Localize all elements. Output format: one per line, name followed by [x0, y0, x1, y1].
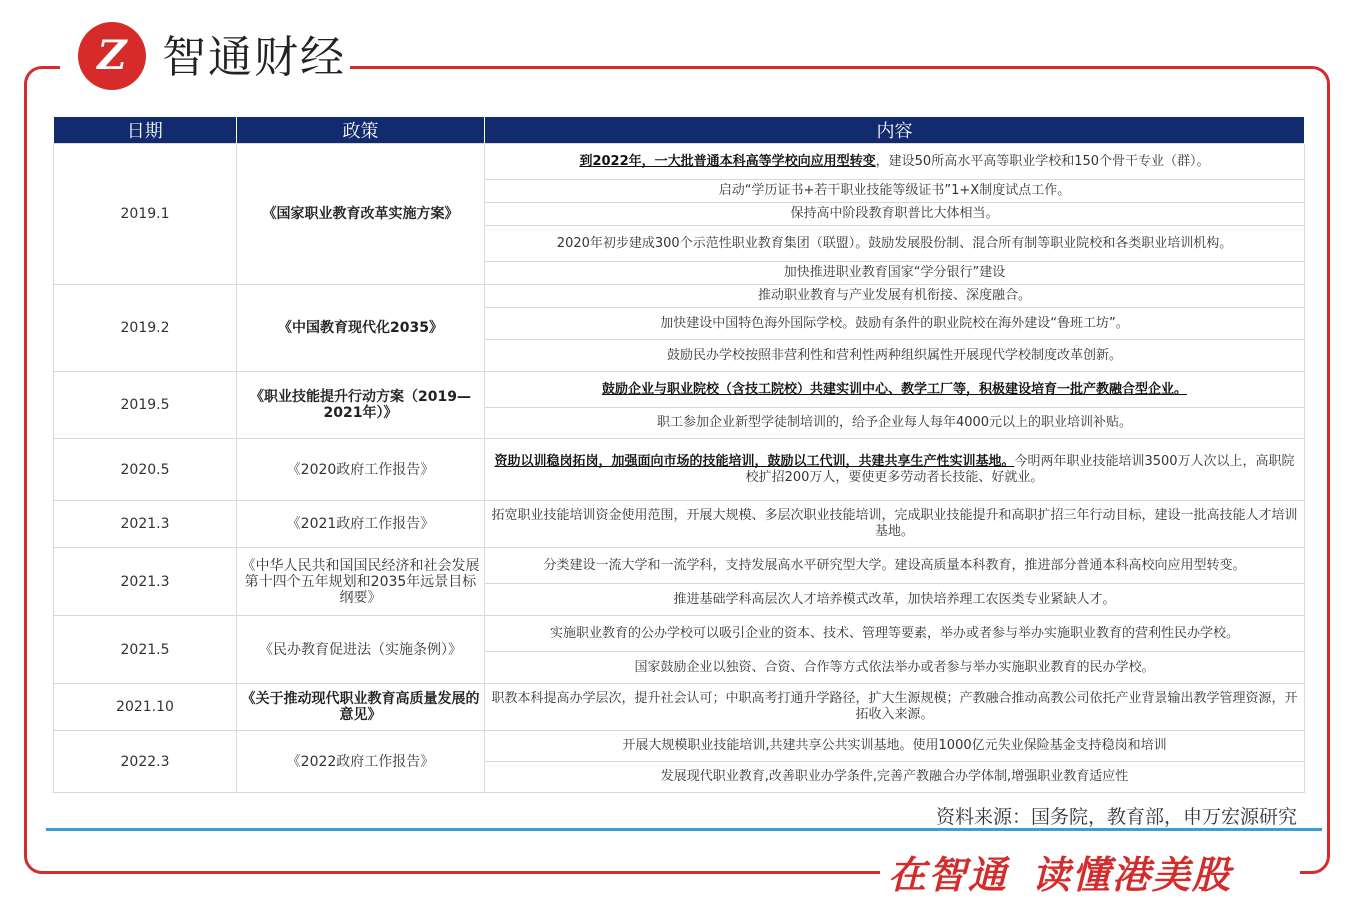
- policy-cell: 《民办教育促进法（实施条例）》: [237, 616, 485, 684]
- content-cell: [485, 439, 1305, 501]
- content-text: 今明两年职业技能培训3500万人次以上，高职院校扩招200万人，要使更多劳动者长技能、好就业。: [745, 453, 1295, 485]
- content-cell: [485, 372, 1305, 408]
- policy-cell: 《2021政府工作报告》: [237, 501, 485, 548]
- content-cell: 实施职业教育的公办学校可以吸引企业的资本、技术、管理等要素，举办或者参与举办实施职业教育的营利性民办学校。: [485, 616, 1305, 652]
- table-row: [54, 548, 1305, 584]
- content-cell: 加快建设中国特色海外国际学校。鼓励有条件的职业院校在海外建设“鲁班工坊”。: [485, 308, 1305, 340]
- slogan-part2: 读懂港美股: [1032, 853, 1233, 897]
- date-cell: 2019.5: [54, 372, 237, 439]
- date-cell: 2019.2: [54, 285, 237, 372]
- content-cell: 职教本科提高办学层次，提升社会认可；中职高考打通升学路径，扩大生源规模；产教融合推动高教公司依托产业背景输出教学管理资源，开拓收入来源。: [485, 684, 1305, 731]
- table-row: [54, 372, 1305, 408]
- content-cell: [485, 144, 1305, 180]
- policy-cell: 《关于推动现代职业教育高质量发展的意见》: [237, 684, 485, 731]
- policy-table: [53, 117, 1305, 793]
- table-row: [54, 501, 1305, 548]
- policy-cell: 《2022政府工作报告》: [237, 731, 485, 793]
- highlight-text: 鼓励企业与职业院校（含技工院校）共建实训中心、教学工厂等，积极建设培育一批产教融合型企业。: [601, 381, 1187, 397]
- policy-cell: 《中华人民共和国国民经济和社会发展第十四个五年规划和2035年远景目标纲要》: [237, 548, 485, 616]
- policy-cell: 《2020政府工作报告》: [237, 439, 485, 501]
- content-cell: 保持高中阶段教育职普比大体相当。: [485, 203, 1305, 226]
- content-cell: 开展大规模职业技能培训,共建共享公共实训基地。使用1000亿元失业保险基金支持稳岗和培训: [485, 731, 1305, 762]
- policy-cell: 《中国教育现代化2035》: [237, 285, 485, 372]
- header-policy: 政策: [237, 117, 485, 144]
- policy-cell: 《国家职业教育改革实施方案》: [237, 144, 485, 285]
- content-cell: 职工参加企业新型学徒制培训的，给予企业每人每年4000元以上的职业培训补贴。: [485, 408, 1305, 439]
- date-cell: 2022.3: [54, 731, 237, 793]
- highlight-text: 资助以训稳岗拓岗，加强面向市场的技能培训，鼓励以工代训，共建共享生产性实训基地。: [494, 453, 1015, 469]
- table-row: [54, 731, 1305, 762]
- brand-name: 智通财经: [162, 32, 346, 83]
- slogan-part1: 在智通: [888, 853, 1009, 897]
- highlight-text: 到2022年，一大批普通本科高等学校向应用型转变: [579, 153, 876, 169]
- date-cell: 2021.3: [54, 501, 237, 548]
- divider-line: [46, 828, 1322, 831]
- content-text: ，建设50所高水平高等职业学校和150个骨干专业（群）。: [875, 153, 1210, 169]
- date-cell: 2021.10: [54, 684, 237, 731]
- header-content: 内容: [485, 117, 1305, 144]
- content-cell: 2020年初步建成300个示范性职业教育集团（联盟）。鼓励发展股份制、混合所有制等职业院校和各类职业培训机构。: [485, 226, 1305, 262]
- date-cell: 2021.3: [54, 548, 237, 616]
- table-row: [54, 684, 1305, 731]
- content-cell: 加快推进职业教育国家“学分银行”建设: [485, 262, 1305, 285]
- content-cell: 启动“学历证书+若干职业技能等级证书”1+X制度试点工作。: [485, 180, 1305, 203]
- table-row: [54, 285, 1305, 308]
- header-date: 日期: [54, 117, 237, 144]
- date-cell: 2021.5: [54, 616, 237, 684]
- source-note: 资料来源：国务院，教育部，申万宏源研究: [935, 806, 1297, 828]
- content-cell: 拓宽职业技能培训资金使用范围，开展大规模、多层次职业技能培训，完成职业技能提升和高职扩招三年行动目标，建设一批高技能人才培训基地。: [485, 501, 1305, 548]
- table-row: [54, 439, 1305, 501]
- content-cell: 推动职业教育与产业发展有机衔接、深度融合。: [485, 285, 1305, 308]
- table-header-row: [54, 117, 1305, 144]
- content-cell: 推进基础学科高层次人才培养模式改革，加快培养理工农医类专业紧缺人才。: [485, 584, 1305, 616]
- content-cell: 鼓励民办学校按照非营利性和营利性两种组织属性开展现代学校制度改革创新。: [485, 340, 1305, 372]
- date-cell: 2019.1: [54, 144, 237, 285]
- content-cell: 发展现代职业教育,改善职业办学条件,完善产教融合办学体制,增强职业教育适应性: [485, 762, 1305, 793]
- table-row: [54, 144, 1305, 180]
- logo-icon: Z: [78, 22, 146, 90]
- date-cell: 2020.5: [54, 439, 237, 501]
- content-cell: 国家鼓励企业以独资、合资、合作等方式依法举办或者参与举办实施职业教育的民办学校。: [485, 652, 1305, 684]
- table-row: [54, 616, 1305, 652]
- content-cell: 分类建设一流大学和一流学科，支持发展高水平研究型大学。建设高质量本科教育，推进部分普通本科高校向应用型转变。: [485, 548, 1305, 584]
- policy-cell: 《职业技能提升行动方案（2019—2021年）》: [237, 372, 485, 439]
- slogan: [888, 852, 1232, 898]
